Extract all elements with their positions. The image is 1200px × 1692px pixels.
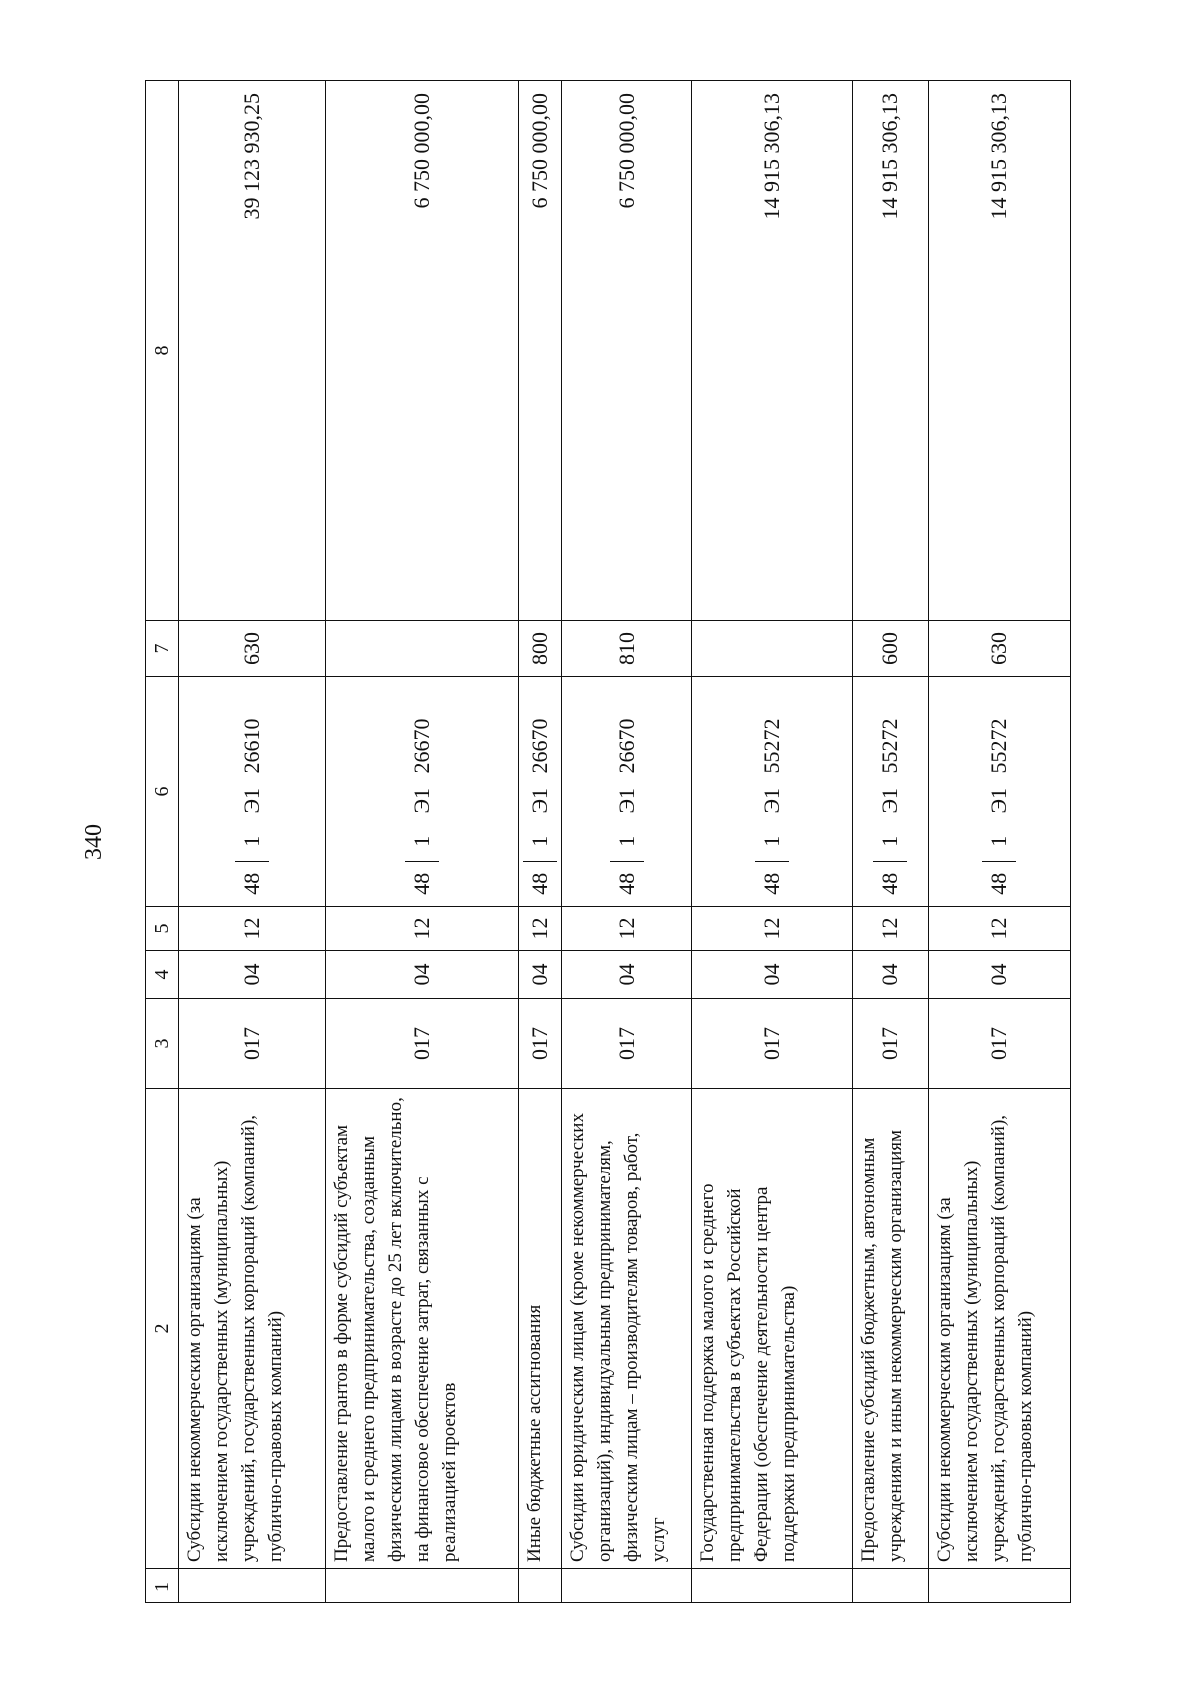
code-cell: 12 xyxy=(325,907,518,951)
description-cell: Субсидии некоммерческим организациям (за исключением государственных (муниципальных) учреждений, государственных корпораций (компаний), публично-правовых компаний) xyxy=(928,1089,1070,1569)
target-article-segment: 48 xyxy=(610,861,644,906)
rotated-page xyxy=(81,81,1071,1603)
amount-cell: 6 750 000,00 xyxy=(325,81,518,621)
code-cell: 04 xyxy=(179,951,326,999)
target-article-segment: 1 xyxy=(238,835,264,847)
target-article-segment: 1 xyxy=(408,835,434,847)
column-header: 1 xyxy=(146,1569,179,1603)
expense-type-cell: 810 xyxy=(562,621,692,677)
code-cell: 017 xyxy=(852,999,928,1089)
target-article-segment: 48 xyxy=(755,861,789,906)
code-cell: 12 xyxy=(518,907,562,951)
description-cell: Субсидии юридическим лицам (кроме некоммерческих организаций), индивидуальным предпринимателям, физическим лицам – производителям товаров, работ, услуг xyxy=(562,1089,692,1569)
expense-type-cell xyxy=(325,621,518,677)
code-cell: 12 xyxy=(852,907,928,951)
target-article-segment: Э1 xyxy=(613,787,639,814)
expense-type-cell: 630 xyxy=(928,621,1070,677)
column-header: 5 xyxy=(146,907,179,951)
code-cell: 12 xyxy=(562,907,692,951)
column-header: 7 xyxy=(146,621,179,677)
expense-type-cell: 630 xyxy=(179,621,326,677)
column-header: 3 xyxy=(146,999,179,1089)
table-row xyxy=(562,81,692,1603)
table-row xyxy=(518,81,562,1603)
row-number-cell xyxy=(562,1569,692,1603)
code-cell: 12 xyxy=(928,907,1070,951)
code-cell: 04 xyxy=(692,951,853,999)
code-cell: 017 xyxy=(692,999,853,1089)
code-cell: 04 xyxy=(852,951,928,999)
code-cell: 04 xyxy=(562,951,692,999)
target-article-segment: 55272 xyxy=(986,718,1012,774)
header-row xyxy=(146,81,179,1603)
row-number-cell xyxy=(518,1569,562,1603)
description-cell: Предоставление субсидий бюджетным, автономным учреждениям и иным некоммерческим организациям xyxy=(852,1089,928,1569)
target-article-segment: 1 xyxy=(613,835,639,847)
description-cell: Субсидии некоммерческим организациям (за исключением государственных (муниципальных) учреждений, государственных корпораций (компаний), публично-правовых компаний) xyxy=(179,1089,326,1569)
amount-cell: 39 123 930,25 xyxy=(179,81,326,621)
target-article-cell xyxy=(562,677,692,907)
target-article-segment: 48 xyxy=(405,861,439,906)
target-article-segment: 48 xyxy=(235,861,269,906)
row-number-cell xyxy=(325,1569,518,1603)
target-article-segment: 1 xyxy=(986,835,1012,847)
target-article-cell xyxy=(518,677,562,907)
target-article-cell xyxy=(692,677,853,907)
target-article-segment: 26610 xyxy=(238,718,264,774)
target-article-segment: Э1 xyxy=(238,787,264,814)
code-cell: 017 xyxy=(928,999,1070,1089)
code-cell: 017 xyxy=(325,999,518,1089)
column-header: 4 xyxy=(146,951,179,999)
code-cell: 017 xyxy=(518,999,562,1089)
target-article-segment: Э1 xyxy=(527,787,553,814)
target-article-segment: Э1 xyxy=(408,787,434,814)
code-cell: 017 xyxy=(562,999,692,1089)
code-cell: 12 xyxy=(692,907,853,951)
target-article-segment: 48 xyxy=(982,861,1016,906)
row-number-cell xyxy=(179,1569,326,1603)
amount-cell: 14 915 306,13 xyxy=(928,81,1070,621)
target-article-cell xyxy=(179,677,326,907)
code-cell: 04 xyxy=(518,951,562,999)
amount-cell: 6 750 000,00 xyxy=(518,81,562,621)
target-article-cell xyxy=(928,677,1070,907)
target-article-segment: 1 xyxy=(877,835,903,847)
target-article-cell xyxy=(325,677,518,907)
table-row xyxy=(179,81,326,1603)
table-row xyxy=(928,81,1070,1603)
table-row xyxy=(852,81,928,1603)
target-article-segment: 26670 xyxy=(613,718,639,774)
budget-table xyxy=(145,80,1071,1603)
target-article-segment: 26670 xyxy=(408,718,434,774)
description-cell: Государственная поддержка малого и среднего предпринимательства в субъектах Российской Федерации (обеспечение деятельности центра поддержки предпринимательства) xyxy=(692,1089,853,1569)
target-article-cell xyxy=(852,677,928,907)
target-article-segment: Э1 xyxy=(877,787,903,814)
page-number: 340 xyxy=(81,824,107,860)
expense-type-cell: 800 xyxy=(518,621,562,677)
code-cell: 017 xyxy=(179,999,326,1089)
column-header: 6 xyxy=(146,677,179,907)
target-article-segment: 55272 xyxy=(877,718,903,774)
expense-type-cell: 600 xyxy=(852,621,928,677)
code-cell: 04 xyxy=(325,951,518,999)
target-article-segment: 1 xyxy=(527,835,553,847)
target-article-segment: 26670 xyxy=(527,718,553,774)
description-cell: Иные бюджетные ассигнования xyxy=(518,1089,562,1569)
target-article-segment: 48 xyxy=(523,861,557,906)
target-article-segment: 1 xyxy=(758,835,784,847)
description-cell: Предоставление грантов в форме субсидий субъектам малого и среднего предпринимательства, созданным физическими лицами в возрасте до 25 лет включительно, на финансовое обеспечение затрат, связанных с реализацией проектов xyxy=(325,1089,518,1569)
amount-cell: 14 915 306,13 xyxy=(852,81,928,621)
code-cell: 12 xyxy=(179,907,326,951)
column-header: 2 xyxy=(146,1089,179,1569)
table-row xyxy=(325,81,518,1603)
amount-cell: 6 750 000,00 xyxy=(562,81,692,621)
target-article-segment: 55272 xyxy=(758,718,784,774)
row-number-cell xyxy=(852,1569,928,1603)
table-row xyxy=(692,81,853,1603)
column-header: 8 xyxy=(146,81,179,621)
code-cell: 04 xyxy=(928,951,1070,999)
amount-cell: 14 915 306,13 xyxy=(692,81,853,621)
row-number-cell xyxy=(928,1569,1070,1603)
expense-type-cell xyxy=(692,621,853,677)
target-article-segment: Э1 xyxy=(758,787,784,814)
row-number-cell xyxy=(692,1569,853,1603)
target-article-segment: 48 xyxy=(873,861,907,906)
target-article-segment: Э1 xyxy=(986,787,1012,814)
